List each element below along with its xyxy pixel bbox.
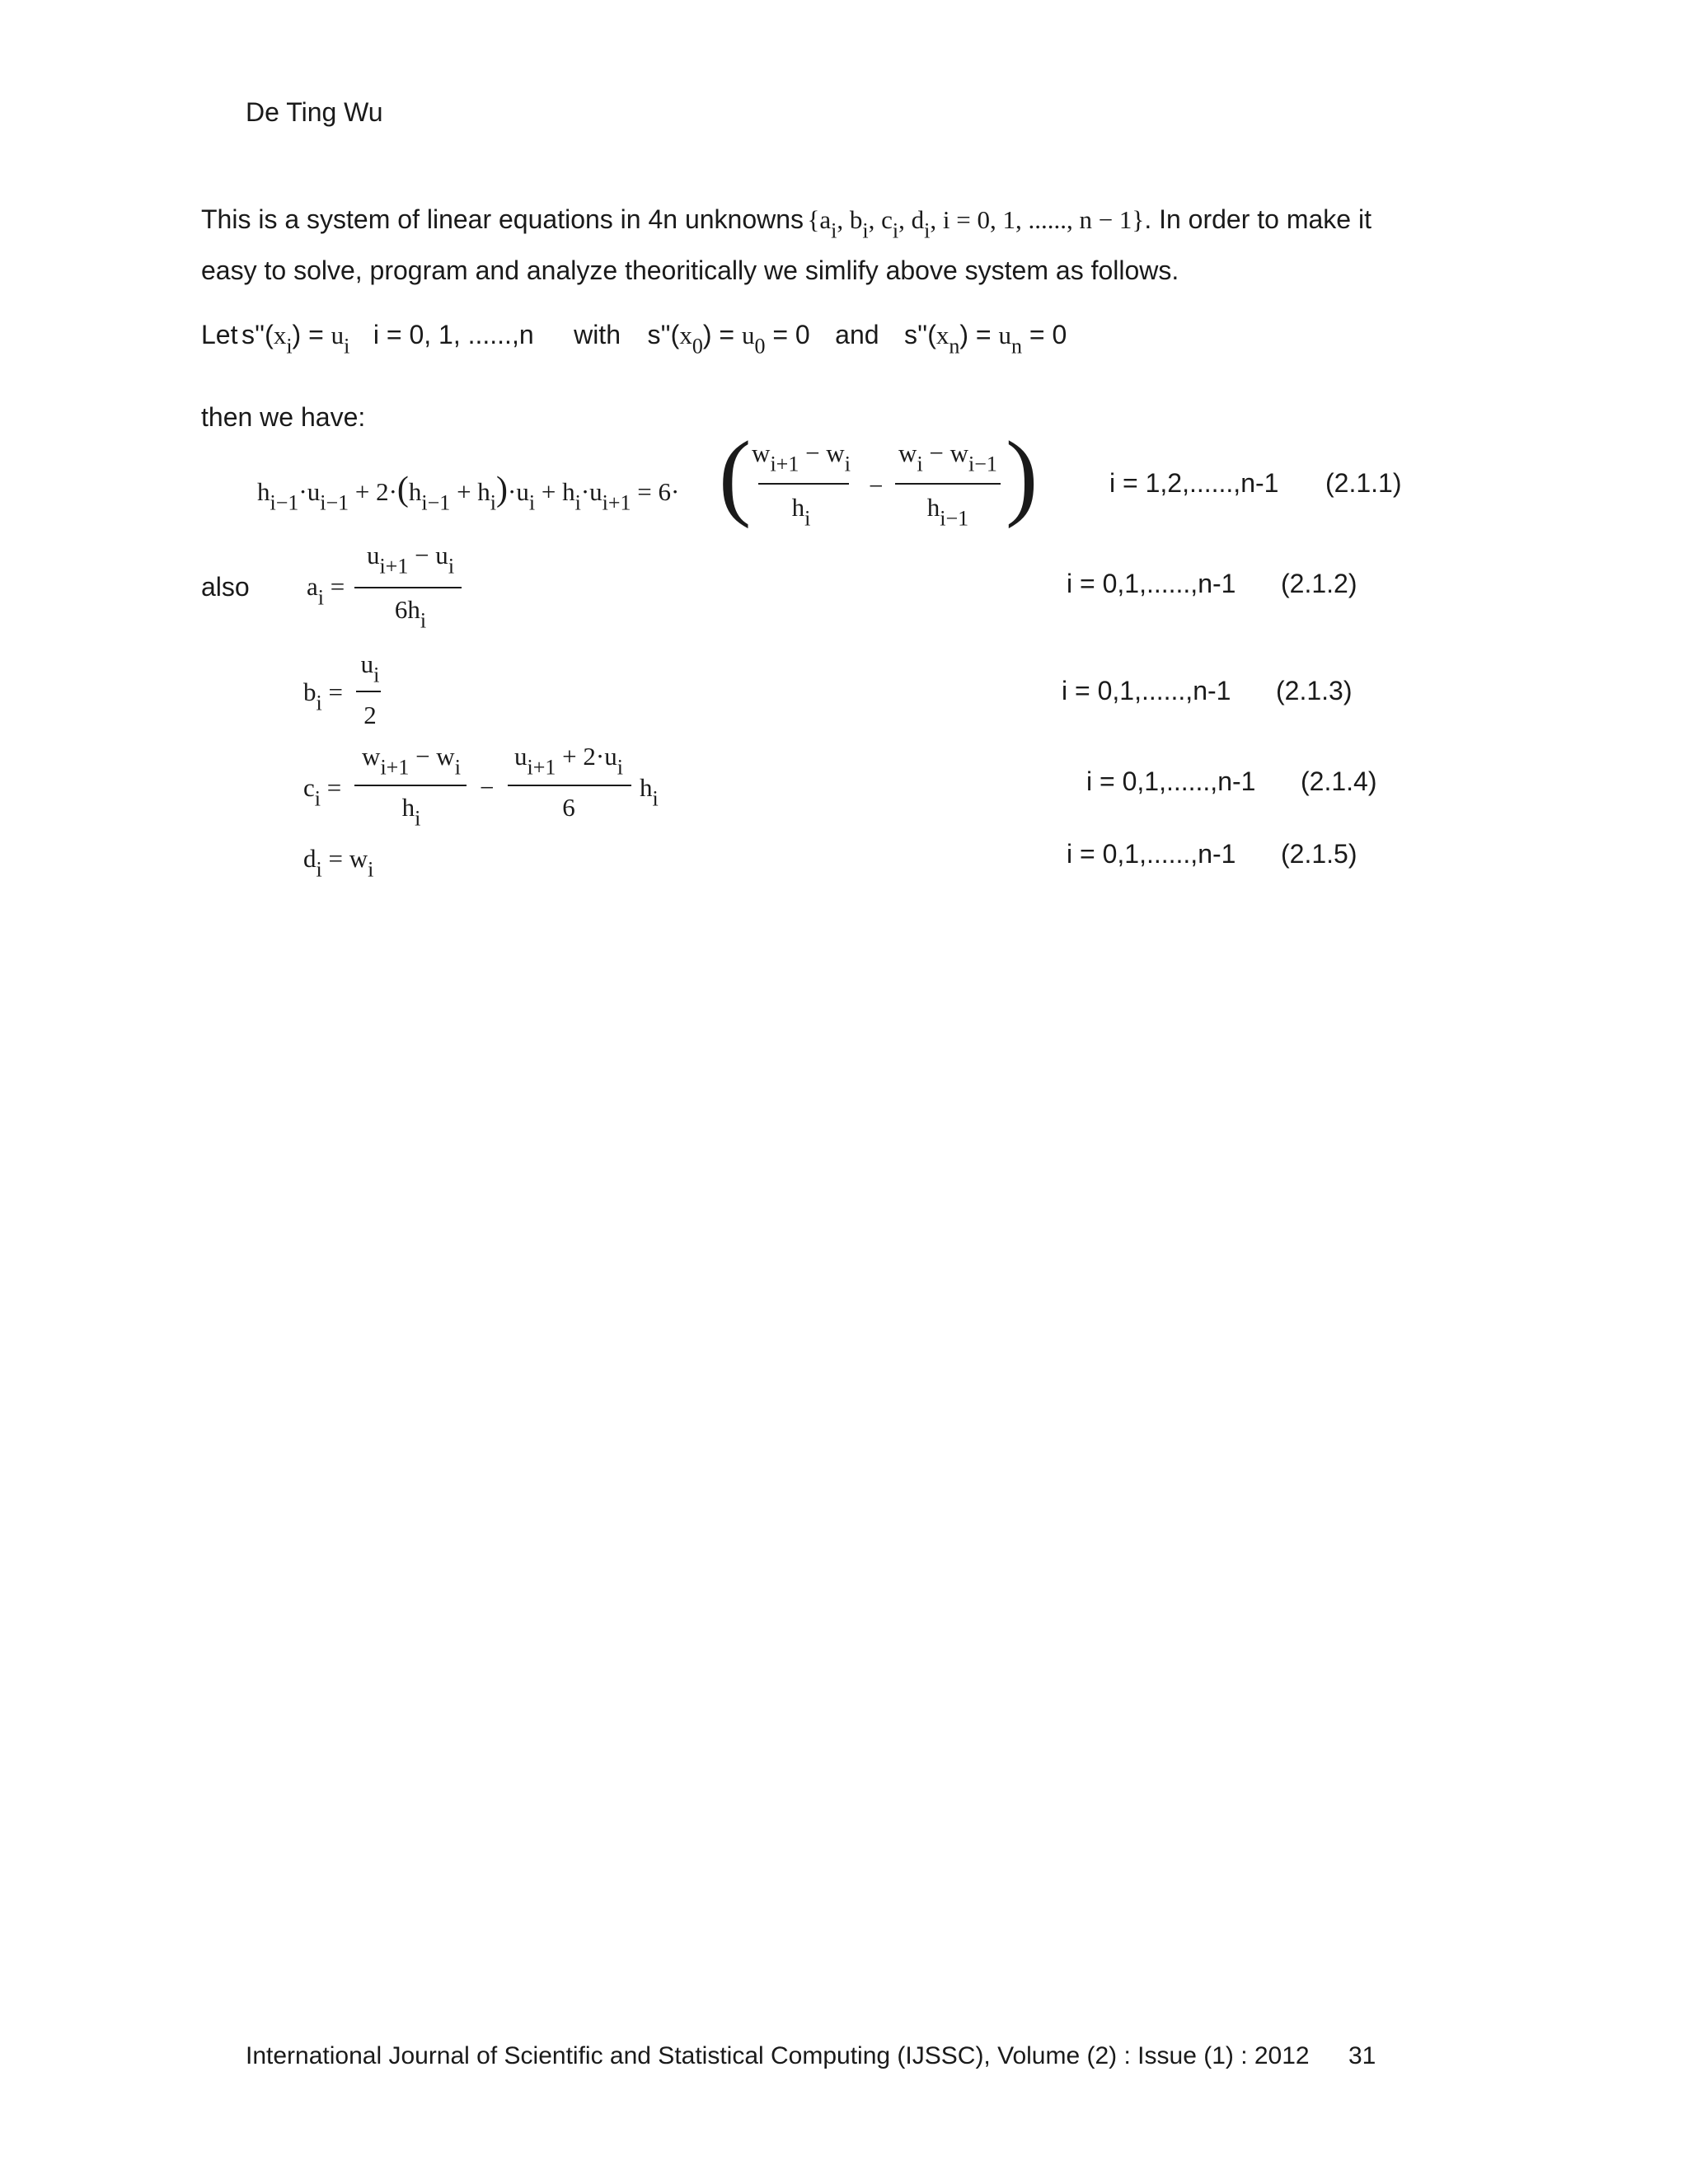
fraction-denominator-1: $h_i$	[791, 493, 811, 531]
left-paren: (	[719, 421, 752, 529]
equation-number-2-1-3: (2.1.3)	[1276, 676, 1353, 705]
fraction-bar-2	[895, 483, 1001, 485]
c-i-denominator-2: 6	[562, 793, 575, 822]
intro-text-start: This is a system of linear equations in 4n unknowns	[201, 204, 804, 234]
condition-2-1-3: i = 0,1,......,n-1	[1062, 676, 1231, 705]
b-i-lhs: $b_i$ =	[303, 677, 343, 715]
intro-line-2: easy to solve, program and analyze theoritically we simlify above system as follows.	[201, 255, 1179, 285]
equation-number-2-1-4: (2.1.4)	[1301, 766, 1377, 796]
c-i-lhs: $c_i$ =	[303, 773, 342, 811]
fraction-denominator-2: $h_{i-1}$	[926, 493, 969, 531]
condition-2-1-2: i = 0,1,......,n-1	[1067, 569, 1236, 598]
c-i-fraction-bar-1	[354, 785, 467, 786]
and-word: and	[835, 320, 879, 349]
intro-line-1	[201, 204, 1372, 243]
b-i-fraction-bar	[356, 691, 381, 692]
page-number: 31	[1348, 2042, 1376, 2069]
minus-sign: −	[869, 471, 884, 500]
fraction-bar-1	[758, 483, 849, 485]
equation-number-2-1-2: (2.1.2)	[1281, 569, 1357, 598]
a-i-denominator: $6h_i$	[394, 595, 427, 633]
c-i-denominator-1: $h_i$	[401, 793, 421, 831]
equation-number-2-1-1: (2.1.1)	[1325, 468, 1402, 498]
running-header-author: De Ting Wu	[246, 97, 383, 127]
footer-journal: International Journal of Scientific and Statistical Computing (IJSSC), Volume (2) : Issue (1) : 2012	[246, 2042, 1310, 2069]
c-i-numerator-1: $w_{i+1} - w_i$	[362, 742, 461, 780]
b-i-numerator: $u_i$	[360, 649, 380, 687]
let-word: Let	[201, 320, 238, 349]
let-definition-line: Let $s''(x_i) = u_i$ i = 0, 1, ......,n with $s''(x_0) = u_0 = 0$ and $s''(x_n) = u_n = 0$	[201, 320, 1067, 359]
fraction-numerator-1: $w_{i+1} - w_i$	[752, 438, 851, 476]
c-i-minus-sign: −	[480, 773, 495, 802]
c-i-h-factor: $h_i$	[640, 773, 659, 811]
a-i-fraction-bar	[354, 587, 462, 588]
also-text: also	[201, 572, 250, 602]
a-i-lhs: $a_i$ =	[307, 572, 345, 610]
then-we-have-text: then we have:	[201, 402, 366, 432]
d-i-equation: $d_i = w_i$	[303, 844, 374, 882]
c-i-fraction-bar-2	[508, 785, 631, 786]
b-i-denominator: 2	[363, 701, 377, 729]
a-i-numerator: $u_{i+1} - u_i$	[366, 541, 455, 579]
equation-2-1-1-lhs: $h_{i-1}\cdot u_{i-1} + 2\cdot(h_{i-1} + h_i)\cdot u_i + h_i\cdot u_{i+1} = 6\cdot$	[257, 471, 680, 515]
right-paren: )	[1006, 421, 1039, 529]
condition-2-1-1: i = 1,2,......,n-1	[1109, 468, 1279, 498]
c-i-numerator-2: $u_{i+1} + 2\cdot u_i$	[514, 742, 623, 780]
index-range: i = 0, 1, ......,n	[373, 320, 534, 349]
with-word: with	[574, 320, 621, 349]
condition-2-1-5: i = 0,1,......,n-1	[1067, 839, 1236, 869]
fraction-numerator-2: $w_i - w_{i-1}$	[898, 438, 997, 476]
intro-text-end: . In order to make it	[1144, 204, 1372, 234]
condition-2-1-4: i = 0,1,......,n-1	[1086, 766, 1256, 796]
unknowns-set: {$a_i$, $b_i$, $c_i$, $d_i$, i = 0, 1, ......, n − 1}	[807, 205, 1145, 243]
equation-number-2-1-5: (2.1.5)	[1281, 839, 1357, 869]
